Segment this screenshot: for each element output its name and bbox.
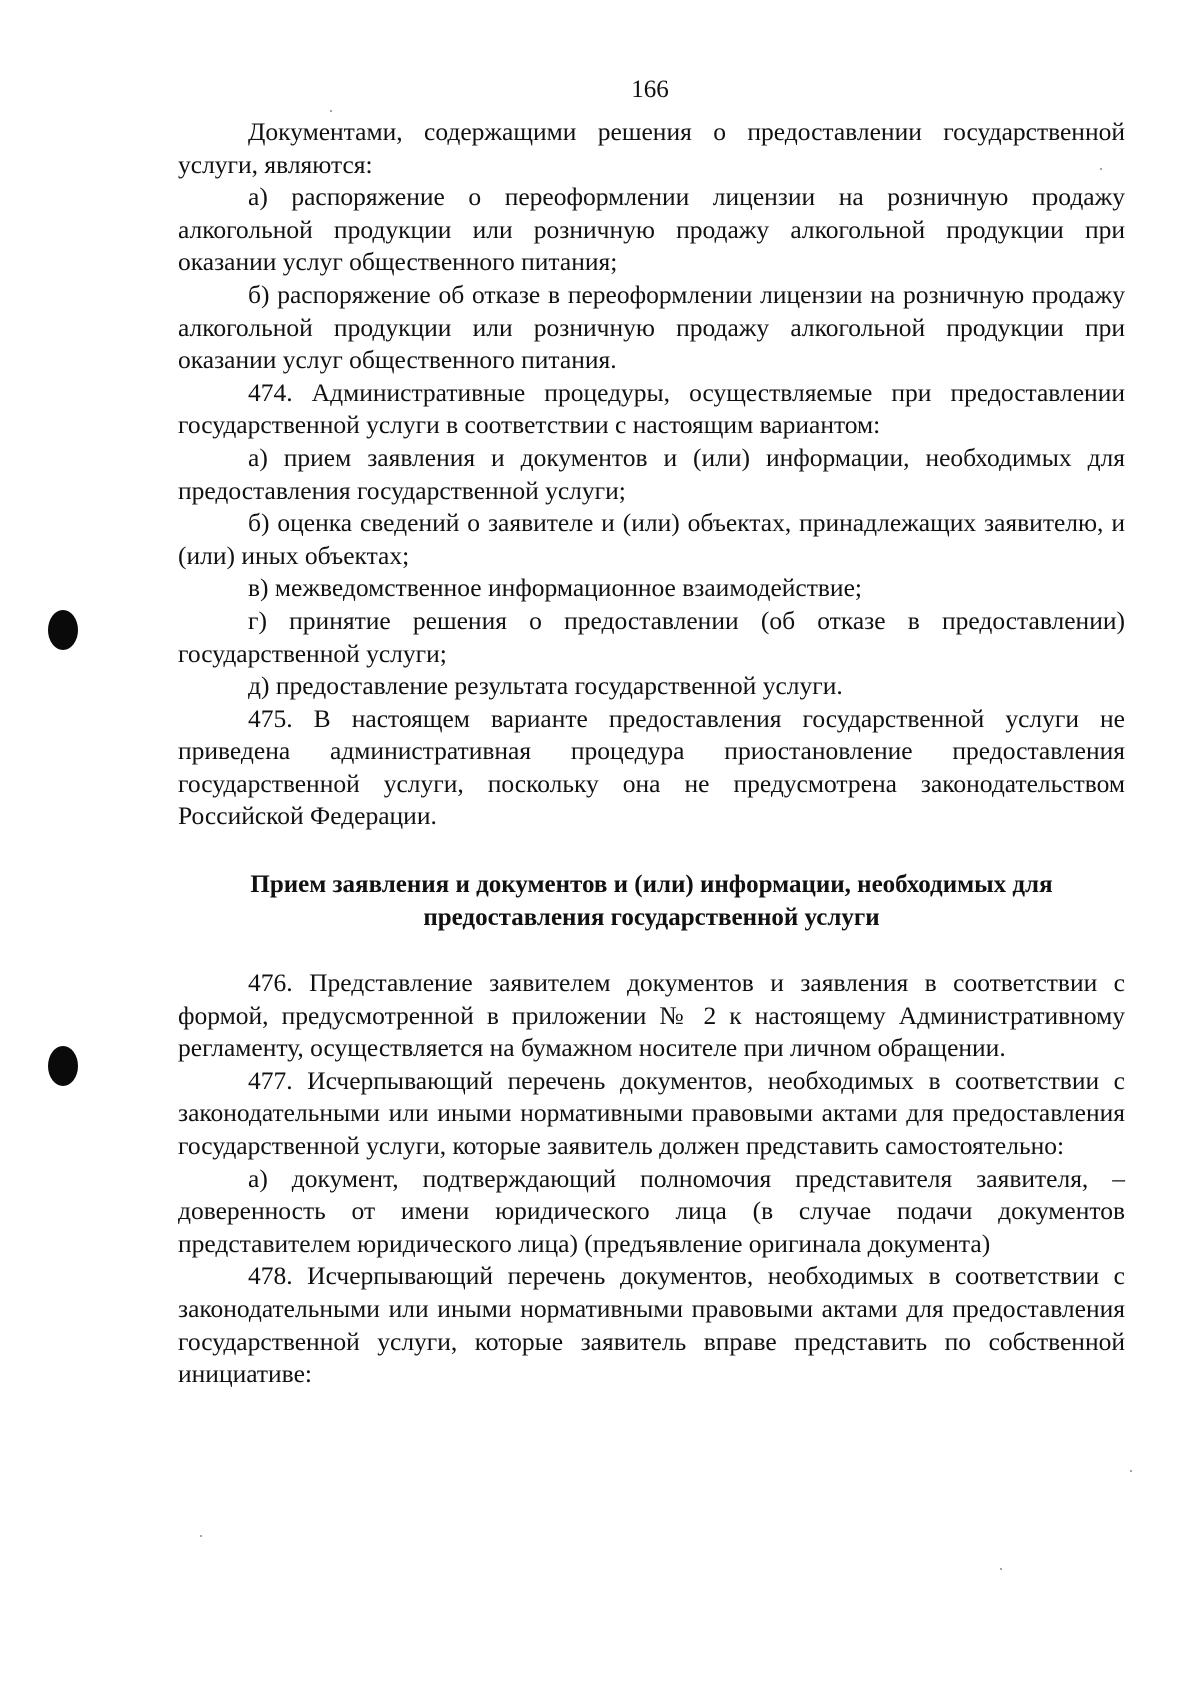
list-item: д) предоставление результата государственной услуги. [248, 671, 843, 701]
section-heading [178, 868, 1125, 934]
numbered-paragraph-477: 477. Исчерпывающий перечень документов, необходимых в соответствии с законодательными или иными нормативными правовыми актами для предоставления государственной услуги, которые заявитель должен представить самостоятельно: [178, 1065, 1125, 1161]
section-heading-line-2: предоставления государственной услуги [423, 904, 880, 932]
punch-hole-lower [48, 1046, 78, 1086]
numbered-paragraph-478: 478. Исчерпывающий перечень документов, необходимых в соответствии с законодательными или иными нормативными правовыми актами для предоставления государственной услуги, которые заявитель вправе представить по собственной инициативе: [178, 1261, 1125, 1389]
punch-hole-upper [48, 610, 78, 650]
document-body [178, 116, 1125, 1391]
list-item: в) межведомственное информационное взаимодействие; [248, 573, 862, 603]
numbered-paragraph-475: 475. В настоящем варианте предоставления государственной услуги не приведена административная процедура приостановление предоставления государственной услуги, поскольку она не предусмотрена законодательством Российской Федерации. [178, 703, 1125, 831]
scan-speck [1130, 1470, 1132, 1472]
list-item: б) оценка сведений о заявителе и (или) объектах, принадлежащих заявителю, и (или) иных объектах; [178, 508, 1125, 570]
scan-speck [330, 110, 332, 112]
list-item: б) распоряжение об отказе в переоформлении лицензии на розничную продажу алкогольной продукции или розничную продажу алкогольной продукции при оказании услуг общественного питания. [178, 279, 1125, 375]
numbered-paragraph-476: 476. Представление заявителем документов и заявления в соответствии с формой, предусмотренной в приложении № 2 к настоящему Административному регламенту, осуществляется на бумажном носителе при личном обращении. [178, 968, 1125, 1063]
page-number: 166 [631, 76, 669, 103]
paragraph: Документами, содержащими решения о предоставлении государственной услуги, являются: [178, 117, 1125, 179]
numbered-paragraph-474: 474. Административные процедуры, осуществляемые при предоставлении государственной услуги в соответствии с настоящим вариантом: [178, 377, 1125, 440]
scan-speck [200, 1535, 202, 1537]
list-item: а) документ, подтверждающий полномочия представителя заявителя, – доверенность от имени юридического лица (в случае подачи документов представителем юридического лица) (предъявление оригинала документа) [178, 1163, 1125, 1258]
list-item: а) распоряжение о переоформлении лицензии на розничную продажу алкогольной продукции или розничную продажу алкогольной продукции при оказании услуг общественного питания; [178, 182, 1125, 277]
scan-speck [1000, 1568, 1002, 1570]
list-item: а) прием заявления и документов и (или) информации, необходимых для предоставления государственной услуги; [178, 442, 1125, 505]
section-heading-line-1: Прием заявления и документов и (или) информации, необходимых для [250, 871, 1053, 899]
list-item: г) принятие решения о предоставлении (об отказе в предоставлении) государственной услуги; [178, 605, 1125, 668]
